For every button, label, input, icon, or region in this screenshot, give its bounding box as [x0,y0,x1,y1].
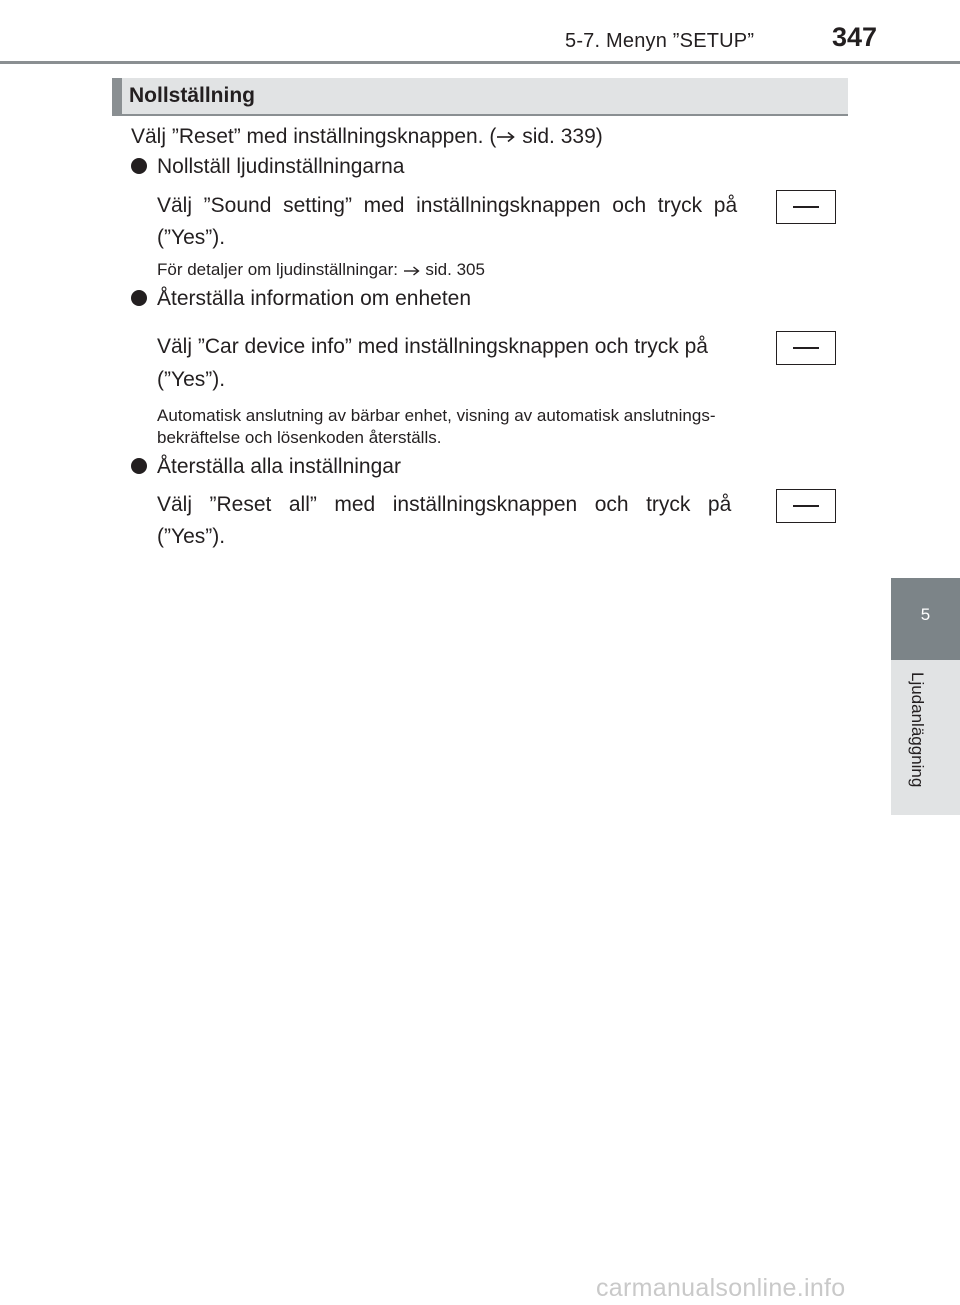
item-line-reset-all: Välj ”Reset all” med inställningsknappen och tryck på [157,493,732,516]
dash-icon [793,347,819,349]
arrow-right-icon [403,266,421,276]
bullet-icon [131,458,147,474]
bullet-icon [131,158,147,174]
intro-text-before: Välj ”Reset” med inställningsknappen. ( [131,125,497,148]
yes-button-icon [776,190,836,224]
note-device-line1: Automatisk anslutning av bärbar enhet, visning av automatisk anslutnings- [157,406,716,425]
item-line-device: Välj ”Car device info” med inställningsknappen och tryck på [157,335,708,358]
item-heading-device: Återställa information om enheten [157,287,472,310]
watermark: carmanualsonline.info [596,1274,846,1302]
item-line-reset-all-yes: (”Yes”). [157,525,226,548]
chapter-label: Ljudanläggning [908,672,927,788]
arrow-right-icon [496,131,516,143]
page-number: 347 [832,22,878,52]
chapter-number: 5 [920,605,931,624]
item-line-sound: Välj ”Sound setting” med inställningsknappen och tryck på [157,194,738,217]
header-divider [0,61,960,64]
chapter-number-tab [891,578,960,660]
item-line-sound-yes: (”Yes”). [157,226,226,249]
dash-icon [793,505,819,507]
section-bar-accent [112,78,122,114]
item-heading-sound: Nollställ ljudinställningarna [157,155,405,178]
note-device-line2: bekräftelse och lösenkoden återställs. [157,428,442,447]
section-title-bar [112,78,848,116]
note-sound [157,260,485,280]
intro-text-after: sid. 339) [516,125,603,148]
item-line-device-yes: (”Yes”). [157,368,226,391]
item-heading-reset-all: Återställa alla inställningar [157,455,401,478]
yes-button-icon [776,331,836,365]
intro-text [131,121,603,152]
section-title: Nollställning [129,84,255,107]
section-header: 5-7. Menyn ”SETUP” [565,30,755,52]
dash-icon [793,206,819,208]
note-sound-after: sid. 305 [420,260,485,279]
note-sound-before: För detaljer om ljudinställningar: [157,260,403,279]
bullet-icon [131,290,147,306]
yes-button-icon [776,489,836,523]
